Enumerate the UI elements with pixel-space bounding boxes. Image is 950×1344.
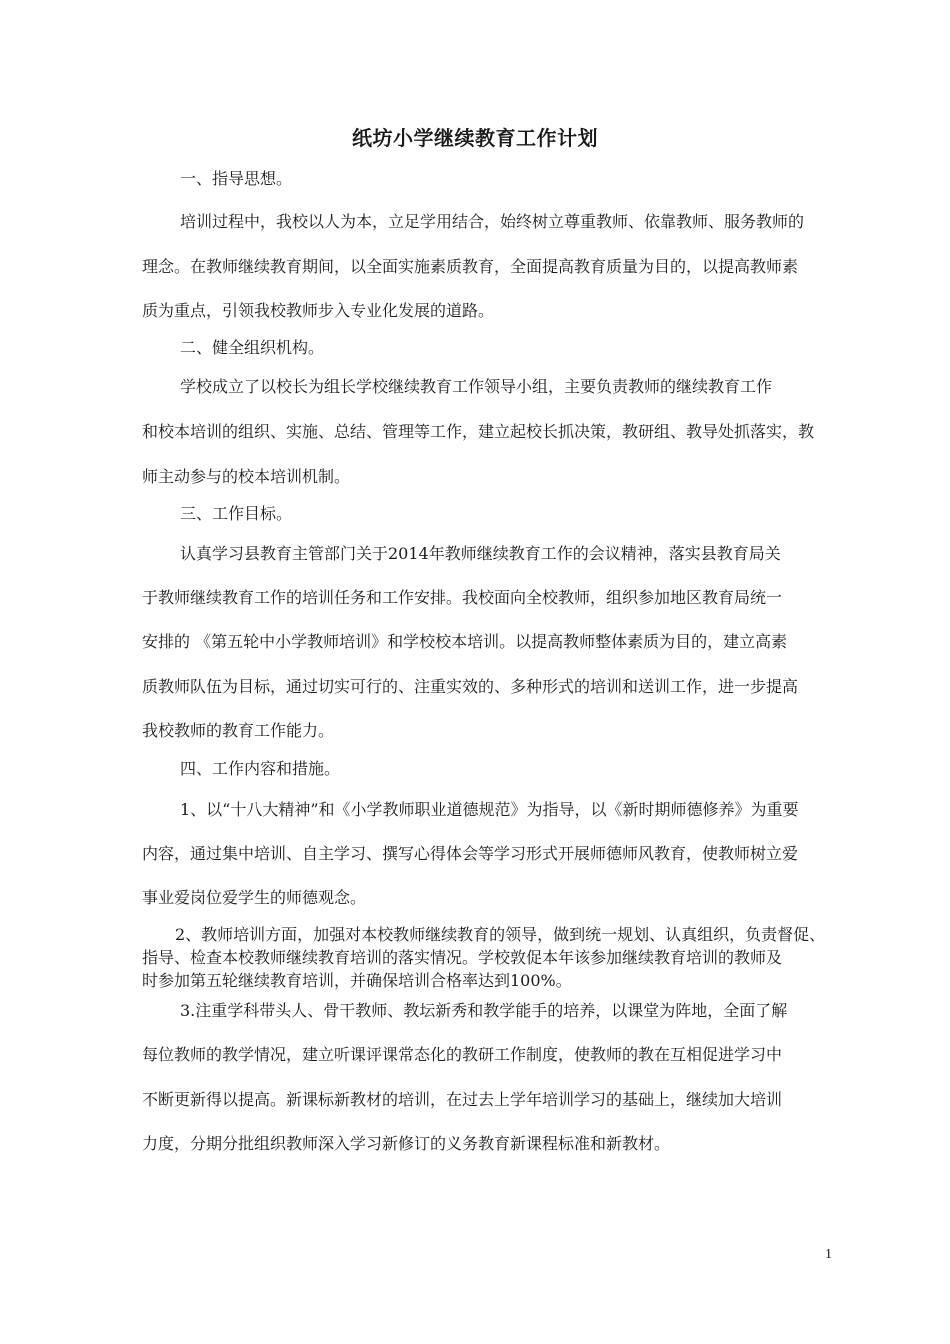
section-heading-organization: 二、健全组织机构。 [180, 338, 325, 357]
paragraph-line: 内容，通过集中培训、自主学习、撰写心得体会等学习形式开展师德师风教育，使教师树立爱 [142, 844, 799, 863]
paragraph-line: 培训过程中，我校以人为本，立足学用结合，始终树立尊重教师、依靠教师、服务教师的 [180, 212, 805, 231]
paragraph-line: 理念。在教师继续教育期间，以全面实施素质教育，全面提高教育质量为目的，以提高教师素 [142, 257, 799, 276]
paragraph-line: 力度，分期分批组织教师深入学习新修订的义务教育新课程标准和新教材。 [142, 1134, 671, 1153]
paragraph-line: 认真学习县教育主管部门关于2014年教师继续教育工作的会议精神，落实县教育局关 [180, 544, 781, 563]
paragraph-line: 我校教师的教育工作能力。 [142, 721, 335, 740]
paragraph-line: 1、以“十八大精神”和《小学教师职业道德规范》为指导，以《新时期师德修养》为重要 [180, 800, 799, 819]
paragraph-line: 质教师队伍为目标，通过切实可行的、注重实效的、多种形式的培训和送训工作，进一步提高 [142, 677, 799, 696]
section-heading-guiding-thought: 一、指导思想。 [180, 169, 293, 188]
paragraph-line: 事业爱岗位爱学生的师德观念。 [142, 888, 367, 907]
page-number: 1 [825, 1247, 832, 1262]
paragraph-line: 学校成立了以校长为组长学校继续教育工作领导小组，主要负责教师的继续教育工作 [180, 377, 773, 396]
section-heading-goals: 三、工作目标。 [180, 504, 293, 523]
paragraph-line: 和校本培训的组织、实施、总结、管理等工作，建立起校长抓决策，教研组、教导处抓落实，教 [142, 422, 815, 441]
section-heading-content-measures: 四、工作内容和措施。 [180, 759, 341, 778]
paragraph-line: 于教师继续教育工作的培训任务和工作安排。我校面向全校教师，组织参加地区教育局统一 [142, 588, 783, 607]
paragraph-line: 师主动参与的校本培训机制。 [142, 467, 351, 486]
paragraph-line: 每位教师的教学情况，建立听课评课常态化的教研工作制度，使教师的教在互相促进学习中 [142, 1045, 783, 1064]
paragraph-line: 时参加第五轮继续教育培训，并确保培训合格率达到100%。 [142, 971, 572, 990]
paragraph-line: 安排的 《第五轮中小学教师培训》和学校校本培训。以提高教师整体素质为目的，建立高素 [142, 632, 788, 651]
paragraph-line: 3.注重学科带头人、骨干教师、教坛新秀和教学能手的培养，以课堂为阵地，全面了解 [180, 1001, 788, 1020]
paragraph-line: 不断更新得以提高。新课标新教材的培训，在过去上学年培训学习的基础上，继续加大培训 [142, 1090, 783, 1109]
paragraph-line: 2、教师培训方面，加强对本校教师继续教育的领导，做到统一规划、认真组织，负责督促、 [175, 925, 826, 944]
paragraph-line: 质为重点，引领我校教师步入专业化发展的道路。 [142, 301, 495, 320]
paragraph-line: 指导、检查本校教师继续教育培训的落实情况。学校敦促本年该参加继续教育培训的教师及 [142, 948, 783, 967]
document-title: 纸坊小学继续教育工作计划 [352, 126, 598, 150]
